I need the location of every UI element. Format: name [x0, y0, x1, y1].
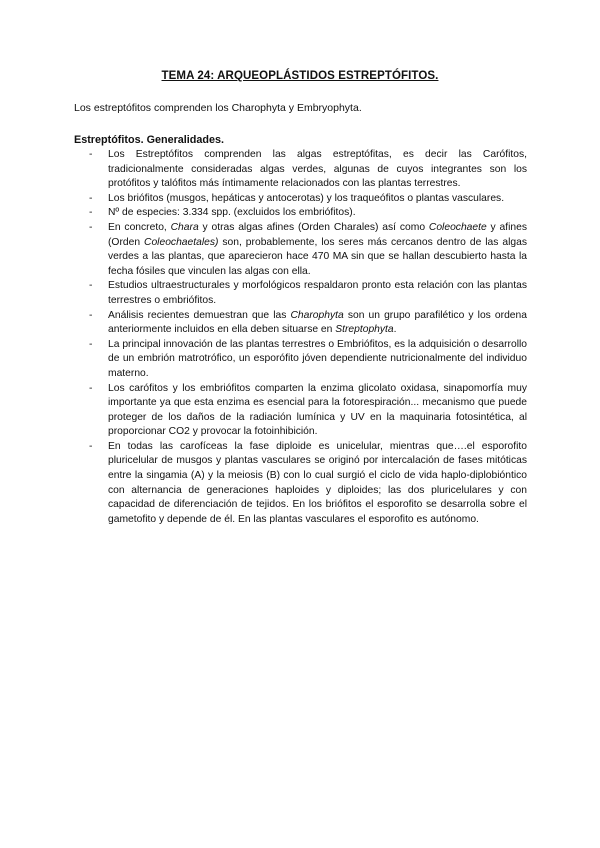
bullet-text: [108, 309, 527, 338]
bullet-item: [74, 440, 527, 528]
bullet-item: [74, 221, 527, 279]
bullet-text-part: son un grupo parafilético y los ordena anteriormente incluidos en ella deben situarse en: [108, 309, 527, 336]
section-heading: Estreptófitos. Generalidades.: [74, 134, 224, 146]
bullet-text: Los briófitos (musgos, hepáticas y antocerotas) y los traqueófitos o plantas vasculares.: [108, 192, 505, 204]
bullet-dash: -: [89, 207, 93, 219]
bullet-dash: -: [89, 382, 93, 394]
taxon-name: Chara: [170, 221, 199, 233]
bullet-text-part: .: [393, 324, 397, 336]
bullet-text: Estudios ultraestructurales y morfológicos respaldaron pronto esta relación con las plantas terrestres o embriófitos.: [108, 280, 527, 306]
bullet-text-part: y afines (Orden: [108, 221, 528, 248]
bullet-text-part: En concreto,: [108, 221, 171, 233]
taxon-name: Streptophyta: [335, 324, 394, 336]
bullet-text: [108, 221, 527, 279]
taxon-name: Charophyta: [290, 309, 344, 321]
bullet-text: En todas las carofíceas la fase diploide es unicelular, mientras que….el esporofito pluricelular de musgos y plantas vasculares se originó por intercalación de fases mitóticas entre la singamia (A) y la meiosis (B) con lo cual surgió el ciclo de vida haplo-diplobióntico con alternancia de generaciones haploides y diploides; las dos pluricelulares y con capacidad de diferenciación de tejidos. En los briófitos el esporofito se desarrolla sobre el gametofito y depende de él. En las plantas vasculares el esporofito es autónomo.: [108, 440, 527, 525]
bullet-dash: -: [89, 192, 93, 204]
bullet-text-part: son, probablemente, los seres más cercanos dentro de las algas verdes a las plantas, que aparecieron hace 470 MA sin que se hallan descubierto hasta la fecha fósiles que vinculen las algas con ella.: [108, 236, 527, 277]
bullet-item: [74, 309, 527, 338]
bullet-dash: -: [89, 338, 93, 350]
bullet-text: Nº de especies: 3.334 spp. (excluidos los embriófitos).: [108, 207, 356, 219]
bullet-dash: -: [89, 280, 93, 292]
bullet-list: [74, 148, 527, 527]
bullet-dash: -: [89, 309, 93, 321]
bullet-item: [74, 279, 527, 308]
bullet-item: [74, 206, 527, 221]
bullet-text-part: Análisis recientes demuestran que las: [108, 309, 291, 321]
bullet-text: Los Estreptófitos comprenden las algas estreptófitas, es decir las Carófitos, tradicionalmente consideradas algas verdes, algunas de cuyos integrantes son los protófitos y talófitos más íntimamente relacionados con las plantas terrestres.: [108, 149, 527, 190]
bullet-dash: -: [89, 440, 93, 452]
bullet-item: [74, 192, 527, 207]
taxon-name: Coleochaetales): [144, 236, 219, 248]
bullet-item: [74, 382, 527, 440]
bullet-text-part: y otras algas afines (Orden Charales) así como: [198, 221, 429, 233]
bullet-text: Los carófitos y los embriófitos comparten la enzima glicolato oxidasa, sinapomorfía muy importante ya que esta enzima es esencial para la fotorespiración... mecanismo que puede proteger de los daños de la radiación lumínica y UV en la maquinaria fotosintética, al proporcionar CO2 y provocar la fotoinhibición.: [108, 382, 527, 438]
bullet-dash: -: [89, 149, 93, 160]
intro-paragraph: Los estreptófitos comprenden los Charophyta y Embryophyta.: [74, 102, 362, 114]
bullet-item: [74, 338, 527, 382]
page-title-text: TEMA 24: ARQUEOPLÁSTIDOS ESTREPTÓFITOS.: [161, 70, 439, 82]
taxon-name: Coleochaete: [428, 221, 487, 233]
bullet-dash: -: [89, 221, 93, 233]
page-title: [0, 70, 600, 82]
bullet-item: [74, 148, 527, 192]
bullet-text: La principal innovación de las plantas terrestres o Embriófitos, es la adquisición o desarrollo de un embrión matrotrófico, un esporófito jóven dependiente nutricionalmente del individuo materno.: [108, 338, 527, 379]
